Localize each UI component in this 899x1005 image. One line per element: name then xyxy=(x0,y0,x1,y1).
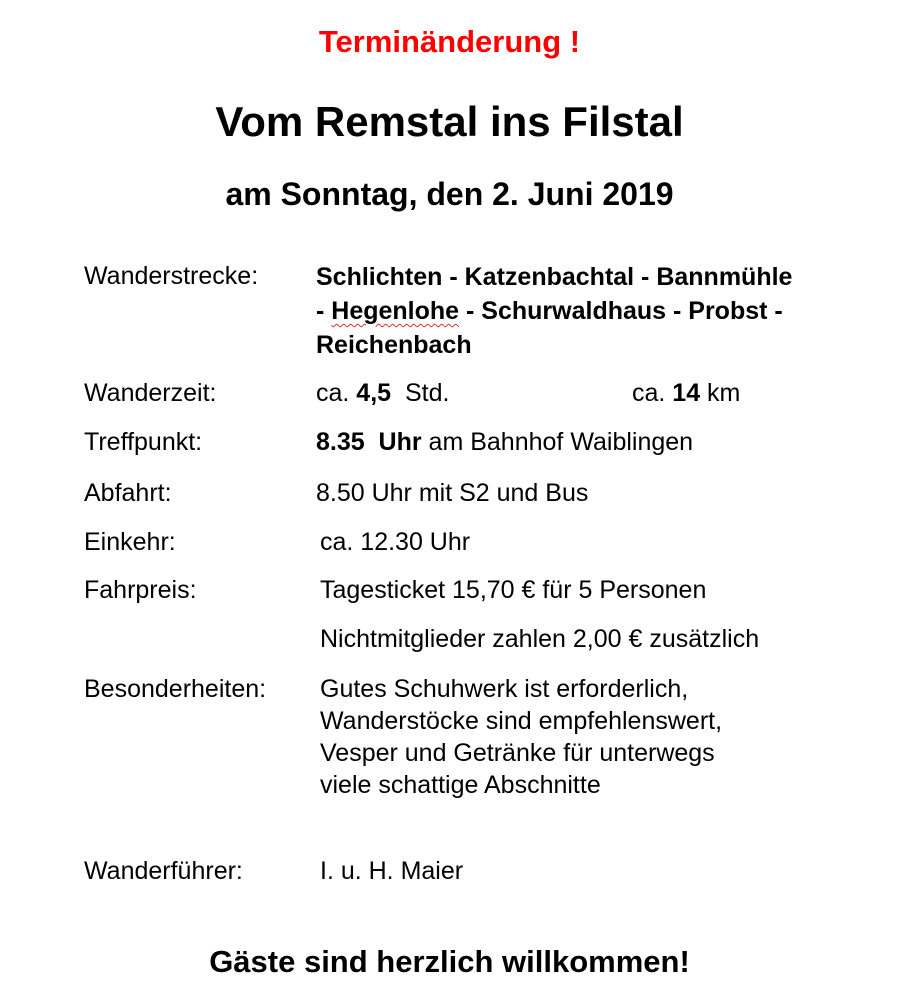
route-line-2 xyxy=(316,294,792,328)
walktime-label: Wanderzeit: xyxy=(84,379,217,407)
notes-line: Wanderstöcke sind empfehlenswert, xyxy=(320,707,723,735)
fare-label: Fahrpreis: xyxy=(84,576,197,604)
guide-value: I. u. H. Maier xyxy=(320,857,464,885)
walktime-unit: Std. xyxy=(391,379,450,407)
walktime-prefix: ca. xyxy=(316,379,357,407)
event-title: Vom Remstal ins Filstal xyxy=(215,98,684,145)
fare-line-1: Tagesticket 15,70 € für 5 Personen xyxy=(320,576,707,604)
route-line-2-prefix: - xyxy=(316,297,332,325)
route-label: Wanderstrecke: xyxy=(84,262,259,290)
welcome-footer: Gäste sind herzlich willkommen! xyxy=(209,944,690,979)
route-value xyxy=(316,260,792,362)
meeting-time: 8.35 Uhr xyxy=(316,428,422,456)
notes-line: viele schattige Abschnitte xyxy=(320,771,601,799)
fare-line-2: Nichtmitglieder zahlen 2,00 € zusätzlich xyxy=(320,625,760,653)
notes-label: Besonderheiten: xyxy=(84,675,267,703)
stop-label: Einkehr: xyxy=(84,528,176,556)
walktime-value xyxy=(316,379,449,408)
meeting-label: Treffpunkt: xyxy=(84,428,203,456)
departure-label: Abfahrt: xyxy=(84,479,172,507)
distance-km: 14 xyxy=(672,379,701,407)
notes-value xyxy=(320,673,722,801)
notes-line: Vesper und Getränke für unterwegs xyxy=(320,739,715,767)
event-date: am Sonntag, den 2. Juni 2019 xyxy=(225,176,674,212)
route-line-3: Reichenbach xyxy=(316,331,472,359)
distance-unit: km xyxy=(700,379,741,407)
guide-label: Wanderführer: xyxy=(84,857,243,885)
notes-line: Gutes Schuhwerk ist erforderlich, xyxy=(320,675,689,703)
spellcheck-marked-word: Hegenlohe xyxy=(331,297,460,325)
meeting-place: am Bahnhof Waiblingen xyxy=(421,428,694,456)
distance-value xyxy=(632,379,740,408)
route-line-1: Schlichten - Katzenbachtal - Bannmühle xyxy=(316,263,793,291)
route-line-2-suffix: - Schurwaldhaus - Probst - xyxy=(459,297,783,325)
stop-value: ca. 12.30 Uhr xyxy=(320,528,471,556)
departure-value: 8.50 Uhr mit S2 und Bus xyxy=(316,479,589,507)
walktime-hours: 4,5 xyxy=(356,379,392,407)
change-notice-heading: Terminänderung ! xyxy=(318,24,581,59)
meeting-value xyxy=(316,428,693,457)
distance-prefix: ca. xyxy=(632,379,673,407)
